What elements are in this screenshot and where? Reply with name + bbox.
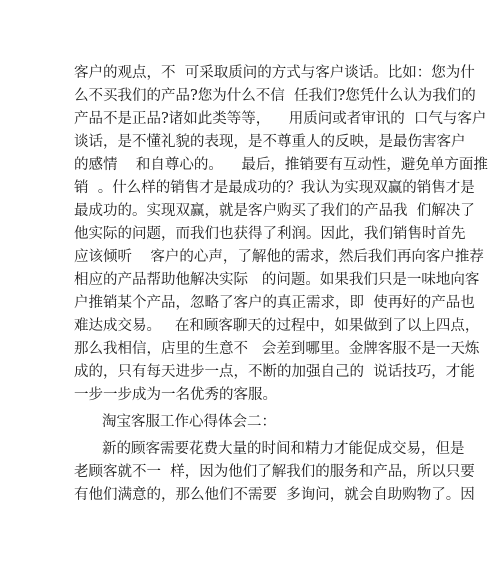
paragraph-line: 难达成交易。 在和顾客聊天的过程中，如果做到了以上四点， — [74, 318, 480, 334]
paragraph-line: 客户的观点，不 可采取质问的方式与客户谈话。比如：您为什 — [74, 65, 475, 81]
paragraph-line: 销 。什么样的销售才是最成功的？我认为实现双赢的销售才是 — [74, 180, 475, 196]
paragraph-line: 成的，只有每天进步一点，不断的加强自己的 说话技巧，才能 — [74, 364, 475, 380]
paragraph-line: 新的顾客需要花费大量的时间和精力才能促成交易，但是 — [102, 441, 465, 457]
document-body — [74, 62, 488, 507]
paragraph-line: 老顾客就不一 样，因为他们了解我们的服务和产品，所以只要 — [74, 464, 475, 480]
paragraph-line: 相应的产品帮助他解决实际 的问题。如果我们只是一味地向客 — [74, 272, 480, 288]
paragraph-line: 那么我相信，店里的生意不 会差到哪里。金牌客服不是一天炼 — [74, 341, 480, 357]
section-heading: 淘宝客服工作心得体会二： — [102, 414, 276, 430]
paragraph-line: 的感情 和自尊心的。 最后，推销要有互动性，避免单方面推 — [74, 157, 488, 173]
paragraph-line: 谈话，是不懂礼貌的表现，是不尊重人的反映，是最伤害客户 — [74, 134, 466, 150]
paragraph-line: 最成功的。实现双赢，就是客户购买了我们的产品我 们解决了 — [74, 203, 475, 219]
paragraph-line: 户推销某个产品，忽略了客户的真正需求，即 使再好的产品也 — [74, 295, 475, 311]
page-bottom-fade — [0, 548, 500, 566]
paragraph-line: 有他们满意的，那么他们不需要 多询问，就会自助购物了。因 — [74, 487, 475, 503]
paragraph-line: 产品不是正品?诸如此类等等， 用质问或者审讯的 口气与客户 — [74, 111, 487, 127]
paragraph-line: 么不买我们的产品?您为什么不信 任我们?您凭什么认为我们的 — [74, 88, 476, 104]
paragraph-line: 一步一步成为一名优秀的客服。 — [74, 387, 277, 403]
paragraph-line: 他实际的问题，而我们也获得了利润。因此，我们销售时首先 — [74, 226, 466, 242]
paragraph-line: 应该倾听 客户的心声，了解他的需求，然后我们再向客户推荐 — [74, 249, 484, 265]
